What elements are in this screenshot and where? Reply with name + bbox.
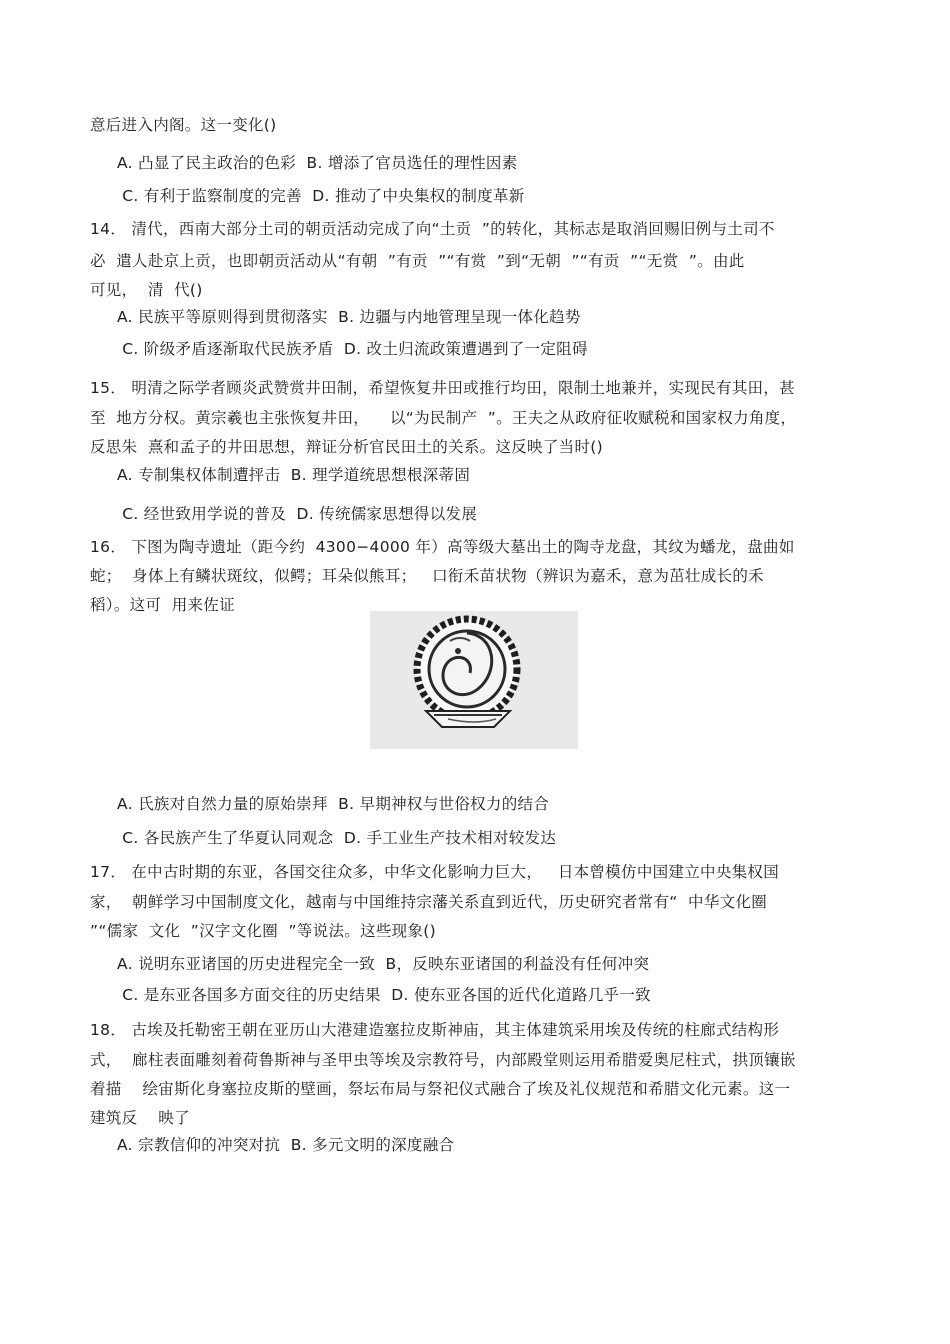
option-line: C. 有利于监察制度的完善 D. 推动了中央集权的制度革新 [117, 187, 525, 205]
text-line: 必 遣人赴京上贡，也即朝贡活动从“有朝 ”有贡 ”“有赏 ”到“无朝 ”“有贡 ”“无赏 ”。由此 [90, 252, 745, 270]
question-17: 17． 在中古时期的东亚，各国交往众多，中华文化影响力巨大， 日本曾模仿中国建立中央集权国 [90, 863, 780, 881]
text-line: 至 地方分权。黄宗羲也主张恢复井田， 以“为民制产 ”。王夫之从政府征收赋税和国家权力角度， [90, 409, 797, 427]
text-line: ”“儒家 文化 ”汉字文化圈 ”等说法。这些现象() [90, 922, 436, 940]
text-line: 式， 廊柱表面雕刻着荷鲁斯神与圣甲虫等埃及宗教符号，内部殿堂则运用希腊爱奥尼柱式，拱顶镶嵌 [90, 1051, 796, 1069]
text-line: 蛇； 身体上有鳞状斑纹，似鳄；耳朵似熊耳； 口衔禾苗状物（辨识为嘉禾，意为茁壮成长的禾 [90, 567, 764, 585]
text-line: 建筑反 映了 [90, 1109, 190, 1127]
text-line: 稻）。这可 用来佐证 [90, 596, 235, 614]
option-line: C. 阶级矛盾逐渐取代民族矛盾 D. 改土归流政策遭遇到了一定阻碍 [117, 340, 588, 358]
option-line: C. 经世致用学说的普及 D. 传统儒家思想得以发展 [117, 505, 478, 523]
question-15: 15． 明清之际学者顾炎武赞赏井田制，希望恢复井田或推行均田，限制土地兼并，实现民有其田，甚 [90, 379, 795, 397]
taosi-dragon-plate-image [370, 611, 578, 749]
text-line: 反思朱 熹和孟子的井田思想，辩证分析官民田土的关系。这反映了当时() [90, 438, 603, 456]
option-line: C. 各民族产生了华夏认同观念 D. 手工业生产技术相对较发达 [117, 829, 557, 847]
option-line: A. 专制集权体制遭抨击 B. 理学道统思想根深蒂固 [117, 466, 471, 484]
question-18: 18． 古埃及托勒密王朝在亚历山大港建造塞拉皮斯神庙，其主体建筑采用埃及传统的柱廊式结构形 [90, 1021, 780, 1039]
option-line: A. 氏族对自然力量的原始崇拜 B. 早期神权与世俗权力的结合 [117, 795, 550, 813]
question-14: 14． 清代，西南大部分土司的朝贡活动完成了向“土贡 ”的转化，其标志是取消回赐旧例与土司不 [90, 220, 775, 238]
text-line: 可见， 清 代() [90, 281, 203, 299]
dragon-plate-illustration [370, 611, 578, 749]
option-line: C. 是东亚各国多方面交往的历史结果 D. 使东亚各国的近代化道路几乎一致 [117, 986, 651, 1004]
question-16: 16． 下图为陶寺遗址（距今约 4300−4000 年）高等级大墓出土的陶寺龙盘，其纹为蟠龙，盘曲如 [90, 538, 795, 556]
option-line: A. 宗教信仰的冲突对抗 B. 多元文明的深度融合 [117, 1136, 455, 1154]
option-line: A. 说明东亚诸国的历史进程完全一致 B，反映东亚诸国的利益没有任何冲突 [117, 955, 650, 973]
text-line: 着描 绘宙斯化身塞拉皮斯的壁画，祭坛布局与祭祀仪式融合了埃及礼仪规范和希腊文化元素。这一 [90, 1080, 791, 1098]
text-line: 家， 朝鲜学习中国制度文化，越南与中国维持宗藩关系直到近代，历史研究者常有“ 中华文化圈 [90, 893, 768, 911]
option-line: A. 凸显了民主政治的色彩 B. 增添了官员选任的理性因素 [117, 154, 518, 172]
option-line: A. 民族平等原则得到贯彻落实 B. 边疆与内地管理呈现一体化趋势 [117, 308, 581, 326]
text-line: 意后进入内阁。这一变化() [90, 116, 277, 134]
